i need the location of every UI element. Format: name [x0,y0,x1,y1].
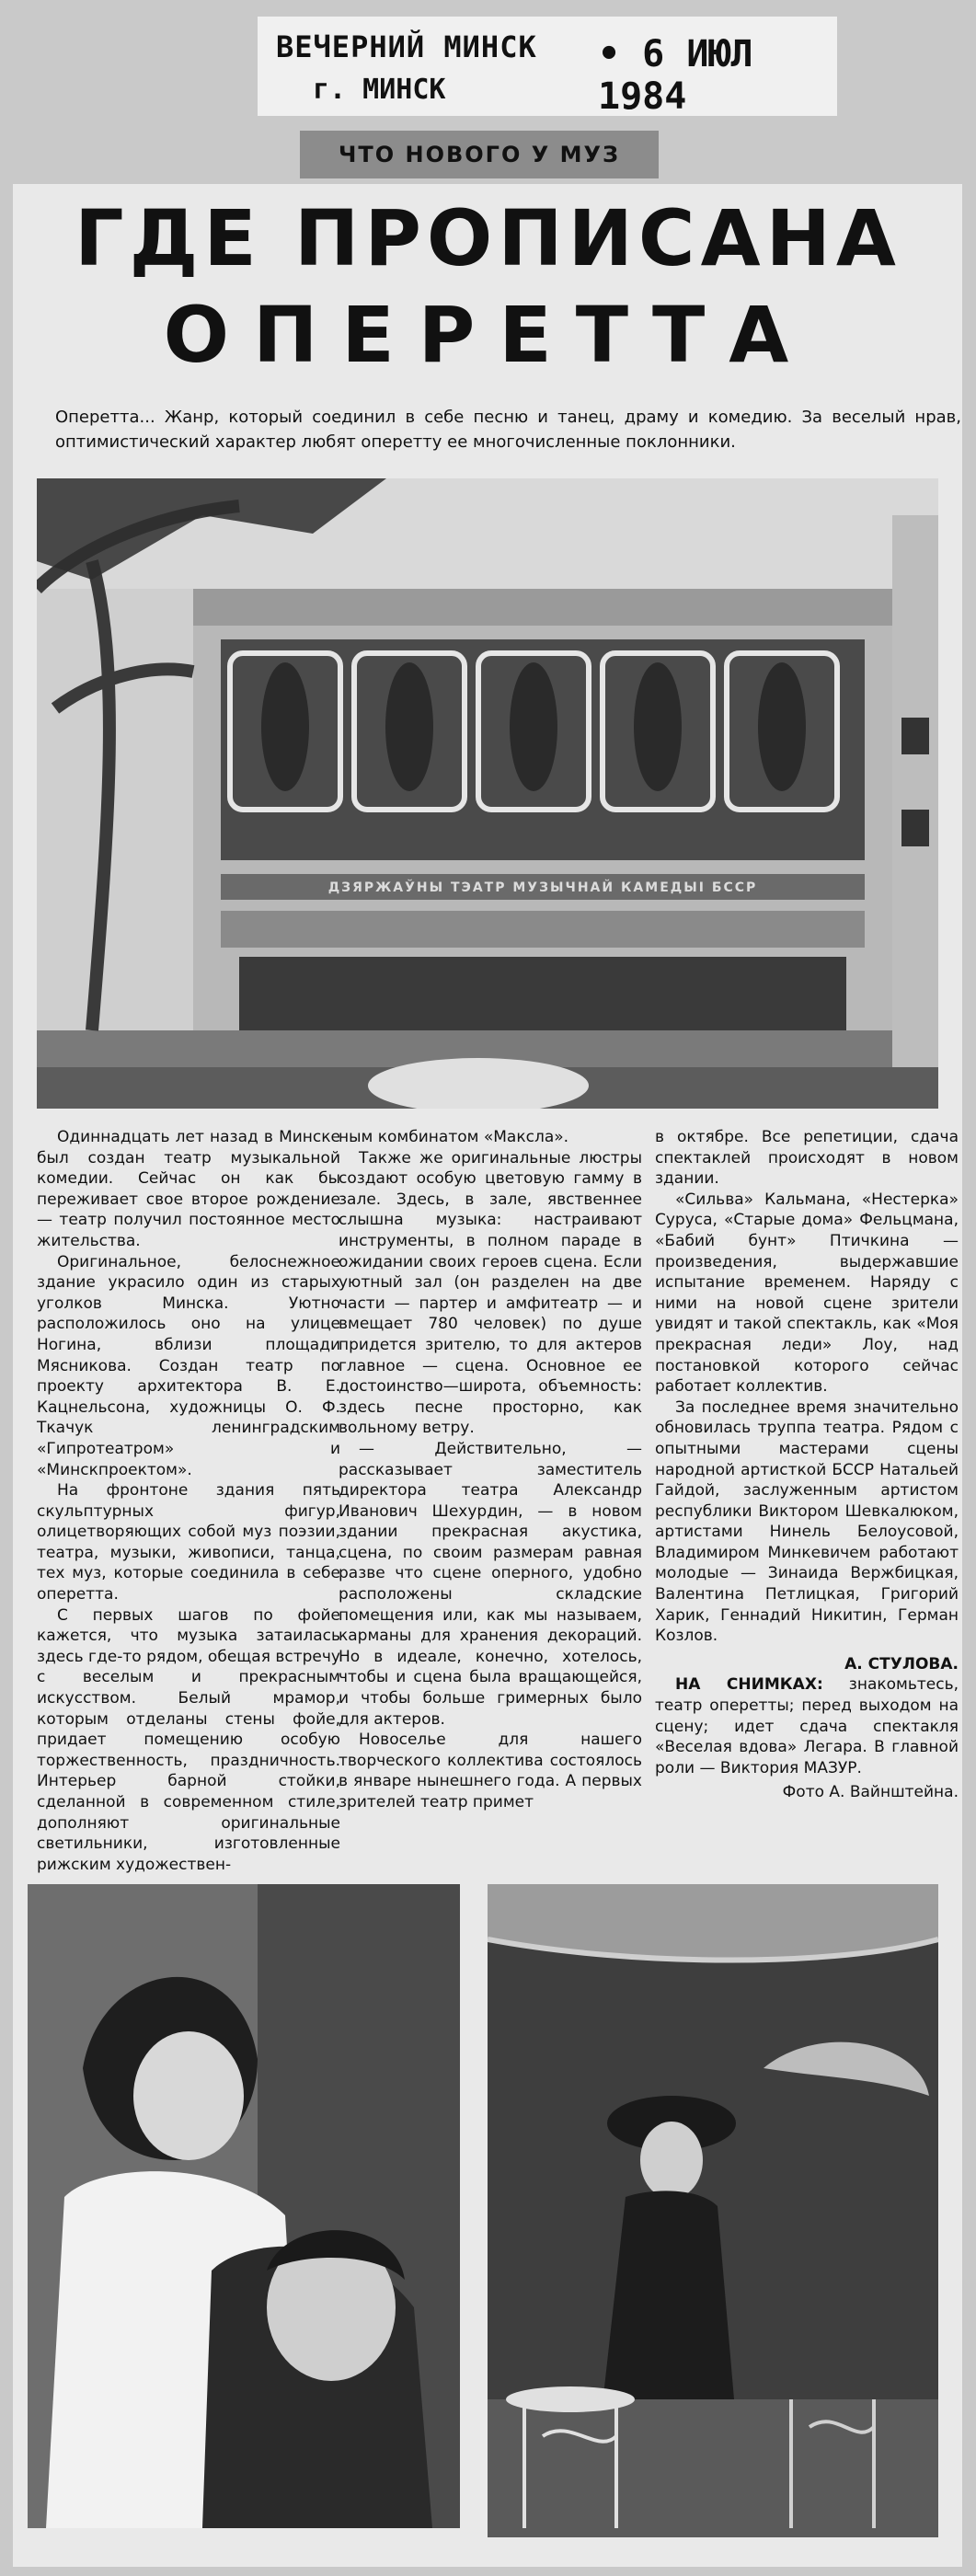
caption-label: НА СНИМКАХ: [675,1675,823,1695]
photo-caption [655,1674,959,1778]
theatre-facade-photo [37,478,938,1109]
lead-paragraph: Оперетта... Жанр, который соединил в себе песню и танец, драму и комедию. За веселый нрав, оптимистический характер любят оперетту ее многочисленные поклонники. [55,408,961,452]
rubric-label: ЧТО НОВОГО У МУЗ [300,131,659,178]
makeup-photo [28,1884,460,2528]
photo-credit: Фото А. Вайнштейна. [782,1783,959,1802]
archive-stamp [258,17,837,116]
col3-paragraph: «Сильва» Кальмана, «Нестерка» Суруса, «Старые дома» Фельцмана, «Бабий бунт» Птичкина — произведения, выдержавшие испытание временем. Наряду с ними на новой сцене зрители увидят и такой спектакль, как «Моя прекрасная леди» Лоу, над постановкой которого сейчас работает коллектив. [655,1190,959,1397]
headline-line-2: ОПЕРЕТТА [163,290,813,380]
col2-paragraph: Новоселье для нашего творческого коллектива состоялось в январе нынешнего года. А первых зрителей театр примет [339,1731,642,1811]
caption-text: знакомьтесь, театр оперетты; перед выходом на сцену; идет сдача спектакля «Веселая вдова» Легара. В главной роли — Виктория МАЗУР. [655,1675,959,1777]
col2-paragraph: — Действительно, — рассказывает заместитель директора театра Александр Иванович Шехурдин, — в новом здании прекрасная акустика, сцена, по своим размерам равная разве что сцене оперного, удобно расположены складские помещения или, как мы называем, карманы для хранения декораций. Но в идеале, конечно, хотелось, чтобы и сцена была вращающейся, и чтобы больше гримерных было для актеров. [339,1439,642,1729]
col2-paragraph: ным комбинатом «Максла». [339,1128,569,1146]
article-column-1 [37,1127,340,1875]
col1-paragraph: На фронтоне здания пять скульптурных фигур, олицетворяющих собой муз поэзии, театра, музыки, живописи, танца, тех муз, которые соединила в себе оперетта. [37,1481,340,1604]
article-column-3 [655,1127,959,1803]
article-column-2 [339,1127,642,1813]
rehearsal-photo [488,1884,938,2537]
col1-paragraph: Оригинальное, белоснежное здание украсило один из старых уголков Минска. Уютно расположилось оно на улице Ногина, вблизи площади Мясникова. Создан театр по проекту архитектора В. Е. Кацнельсона, художницы О. Ф. Ткачук ленинградским «Гипротеатром» и «Минскпроектом». [37,1252,340,1479]
col3-paragraph: в октябре. Все репетиции, сдача спектаклей происходят в новом здании. [655,1128,959,1189]
headline-line-1: ГДЕ ПРОПИСАНА [75,193,901,283]
stamp-city: г. МИНСК [313,74,446,106]
col2-paragraph: Также же оригинальные люстры создают особую цветовую гамму в зале. Здесь, в зале, явственнее слышна музыка: настраивают инструменты, в полном параде в ожидании своих героев сцена. Если уютный зал (он разделен на две части — партер и амфитеатр — и вмещает 780 человек) по душе придется зрителю, то для актеров главное — сцена. Основное ее достоинство—широта, объемность: здесь песне просторно, как вольному ветру. [339,1148,642,1438]
col1-paragraph: С первых шагов по фойе кажется, что музыка затаилась здесь где-то рядом, обещая встречу с веселым и прекрасным искусством. Белый мрамор, которым отделаны стены фойе, придает помещению особую торжественность, праздничность. Интерьер барной стойки, сделанной в современном стиле, дополняют оригинальные светильники, изготовленные рижским художествен- [37,1605,340,1874]
stamp-newspaper-name: ВЕЧЕРНИЙ МИНСК [276,29,537,64]
col1-paragraph: Одиннадцать лет назад в Минске был создан театр музыкальной комедии. Сейчас он как бы переживает свое второе рождение — театр получил постоянное место жительства. [37,1128,340,1250]
col3-paragraph: За последнее время значительно обновилась труппа театра. Рядом с опытными мастерами сцены народной артисткой БССР Натальей Гайдой, заслуженным артистом республики Виктором Шевкалюком, артистами Нинель Белоусовой, Владимиром Минкевичем работают молодые — Зинаида Вержбицкая, Валентина Петлицкая, Григорий Харик, Геннадий Никитин, Герман Козлов. [655,1397,959,1646]
facade-sign-text: ДЗЯРЖАЎНЫ ТЭАТР МУЗЫЧНАЙ КАМЕДЫІ БССР [327,880,758,895]
author-signature: А. СТУЛОВА. [844,1654,959,1673]
stamp-date: • 6 ИЮЛ 1984 [598,33,753,118]
